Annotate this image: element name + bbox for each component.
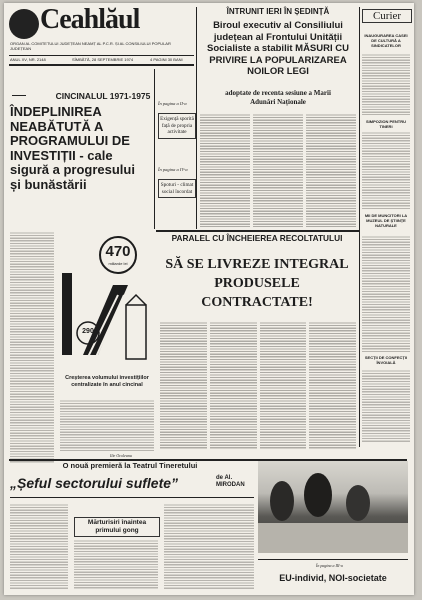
chart-unit: miliarde lei: [108, 261, 128, 266]
cincinal-headline: ÎNDEPLINIREA NEABĂTUTĂ A PROGRAMULUI DE INVESTIȚII - cale sigură a progresului și bunăstării: [10, 104, 135, 192]
recolta-rule-top: [156, 230, 359, 232]
note-2-box: Spoturi - climat social încordat: [158, 179, 196, 198]
chart-number-small: 290: [82, 328, 94, 335]
curier-title: Curier: [362, 9, 412, 23]
top-story-subhead: adoptate de recenta sesiune a Marii Adunări Naționale: [225, 89, 331, 106]
newspaper-page: [4, 3, 414, 595]
worker-figure-1: [270, 481, 294, 521]
building-icon: [126, 305, 146, 359]
curier-item-3: MII DE MUNCITORI LA MUZEUL DE ȘTIINȚE NATURALE: [364, 213, 408, 228]
chart-number-large: 470: [105, 243, 131, 260]
worker-figure-2: [304, 473, 332, 517]
curier-body-1: [362, 53, 410, 115]
harvest-photo: [258, 461, 408, 553]
column-divider-2: [359, 7, 360, 447]
teatru-author: de Al. MIRODAN: [216, 475, 245, 488]
masthead-title: Ceahlăul: [40, 4, 140, 35]
issue-number: ANUL XV, NR. 2148: [10, 57, 46, 62]
teatru-box: Mărturisiri înaintea primului gong: [74, 517, 160, 537]
curier-body-4: [362, 369, 410, 443]
bottom-caption: EU-individ, NOI-societate: [279, 573, 387, 583]
cincinal-author: Ilie Ocoleanu: [110, 453, 132, 458]
bar-1971-cap: [62, 255, 72, 273]
top-story-body: [200, 113, 356, 227]
teatru-title-rule: [10, 497, 254, 498]
recolta-body: [160, 321, 356, 449]
top-story-headline: Biroul executiv al Consiliului județean al Frontului Unității Socialiste a stabilit MĂSURI CU PRIVIRE LA POPULARIZAREA NOILOR LEGI: [206, 20, 349, 77]
harvest-photo-art: [258, 461, 408, 553]
chart-caption: Creșterea volumului investițiilor centralizate în anul cincinal: [65, 375, 149, 388]
teatru-kicker: O nouă premieră la Teatrul Tineretului: [62, 461, 198, 470]
column-divider-3: [154, 69, 155, 229]
masthead-rule: [9, 55, 194, 56]
teatru-body-right: [164, 503, 254, 589]
note-1-kicker: În pagina a II-a: [158, 101, 187, 106]
cincinal-kicker-rule: [12, 95, 26, 96]
curier-item-2: SIMPOZION PENTRU TINERI: [365, 119, 406, 129]
curier-item-1: INAUGURAREA CASEI DE CULTURĂ A SINDICATELOR: [364, 33, 408, 48]
bottom-kicker: În pagina a III-a: [316, 563, 343, 568]
potato-pile: [258, 523, 408, 553]
worker-figure-3: [346, 485, 370, 521]
recolta-kicker: PARALEL CU ÎNCHEIEREA RECOLTATULUI: [171, 233, 343, 243]
masthead-subtitle: ORGAN AL COMITETULUI JUDEȚEAN NEAMȚ AL P.C.R. ȘI AL CONSILIULUI POPULAR JUDEȚEAN: [10, 41, 171, 51]
note-2-kicker: În pagina a IV-a: [158, 167, 188, 172]
issue-date: SÎMBĂTĂ, 28 SEPTEMBRIE 1974: [72, 57, 134, 62]
masthead-logo: [9, 9, 39, 39]
issue-price: 4 PAGINI 30 BANI: [150, 57, 183, 62]
teatru-body-left: [10, 503, 68, 589]
recolta-headline: SĂ SE LIVREZE INTEGRAL PRODUSELE CONTRACTATE!: [165, 257, 349, 310]
top-story-kicker: ÎNTRUNIT IERI ÎN ȘEDINȚĂ: [226, 7, 330, 16]
curier-body-2: [362, 131, 410, 209]
curier-body-3: [362, 235, 410, 353]
cincinal-body-left: [10, 231, 54, 463]
curier-item-4: SECȚII DE CONFECȚII ÎNVOIALĂ: [364, 355, 408, 365]
column-divider-1: [196, 7, 197, 229]
teatru-title: „Șeful sectorului suflete”: [10, 475, 179, 491]
photo-caption-rule: [258, 559, 408, 560]
cincinal-body-mid: [60, 399, 154, 451]
masthead-rule-bottom: [9, 64, 194, 66]
note-1-box: Exigență sporită față de propria activitate: [158, 113, 196, 139]
teatru-body-mid: [74, 539, 158, 589]
cincinal-kicker: CINCINALUL 1971-1975: [55, 91, 151, 101]
